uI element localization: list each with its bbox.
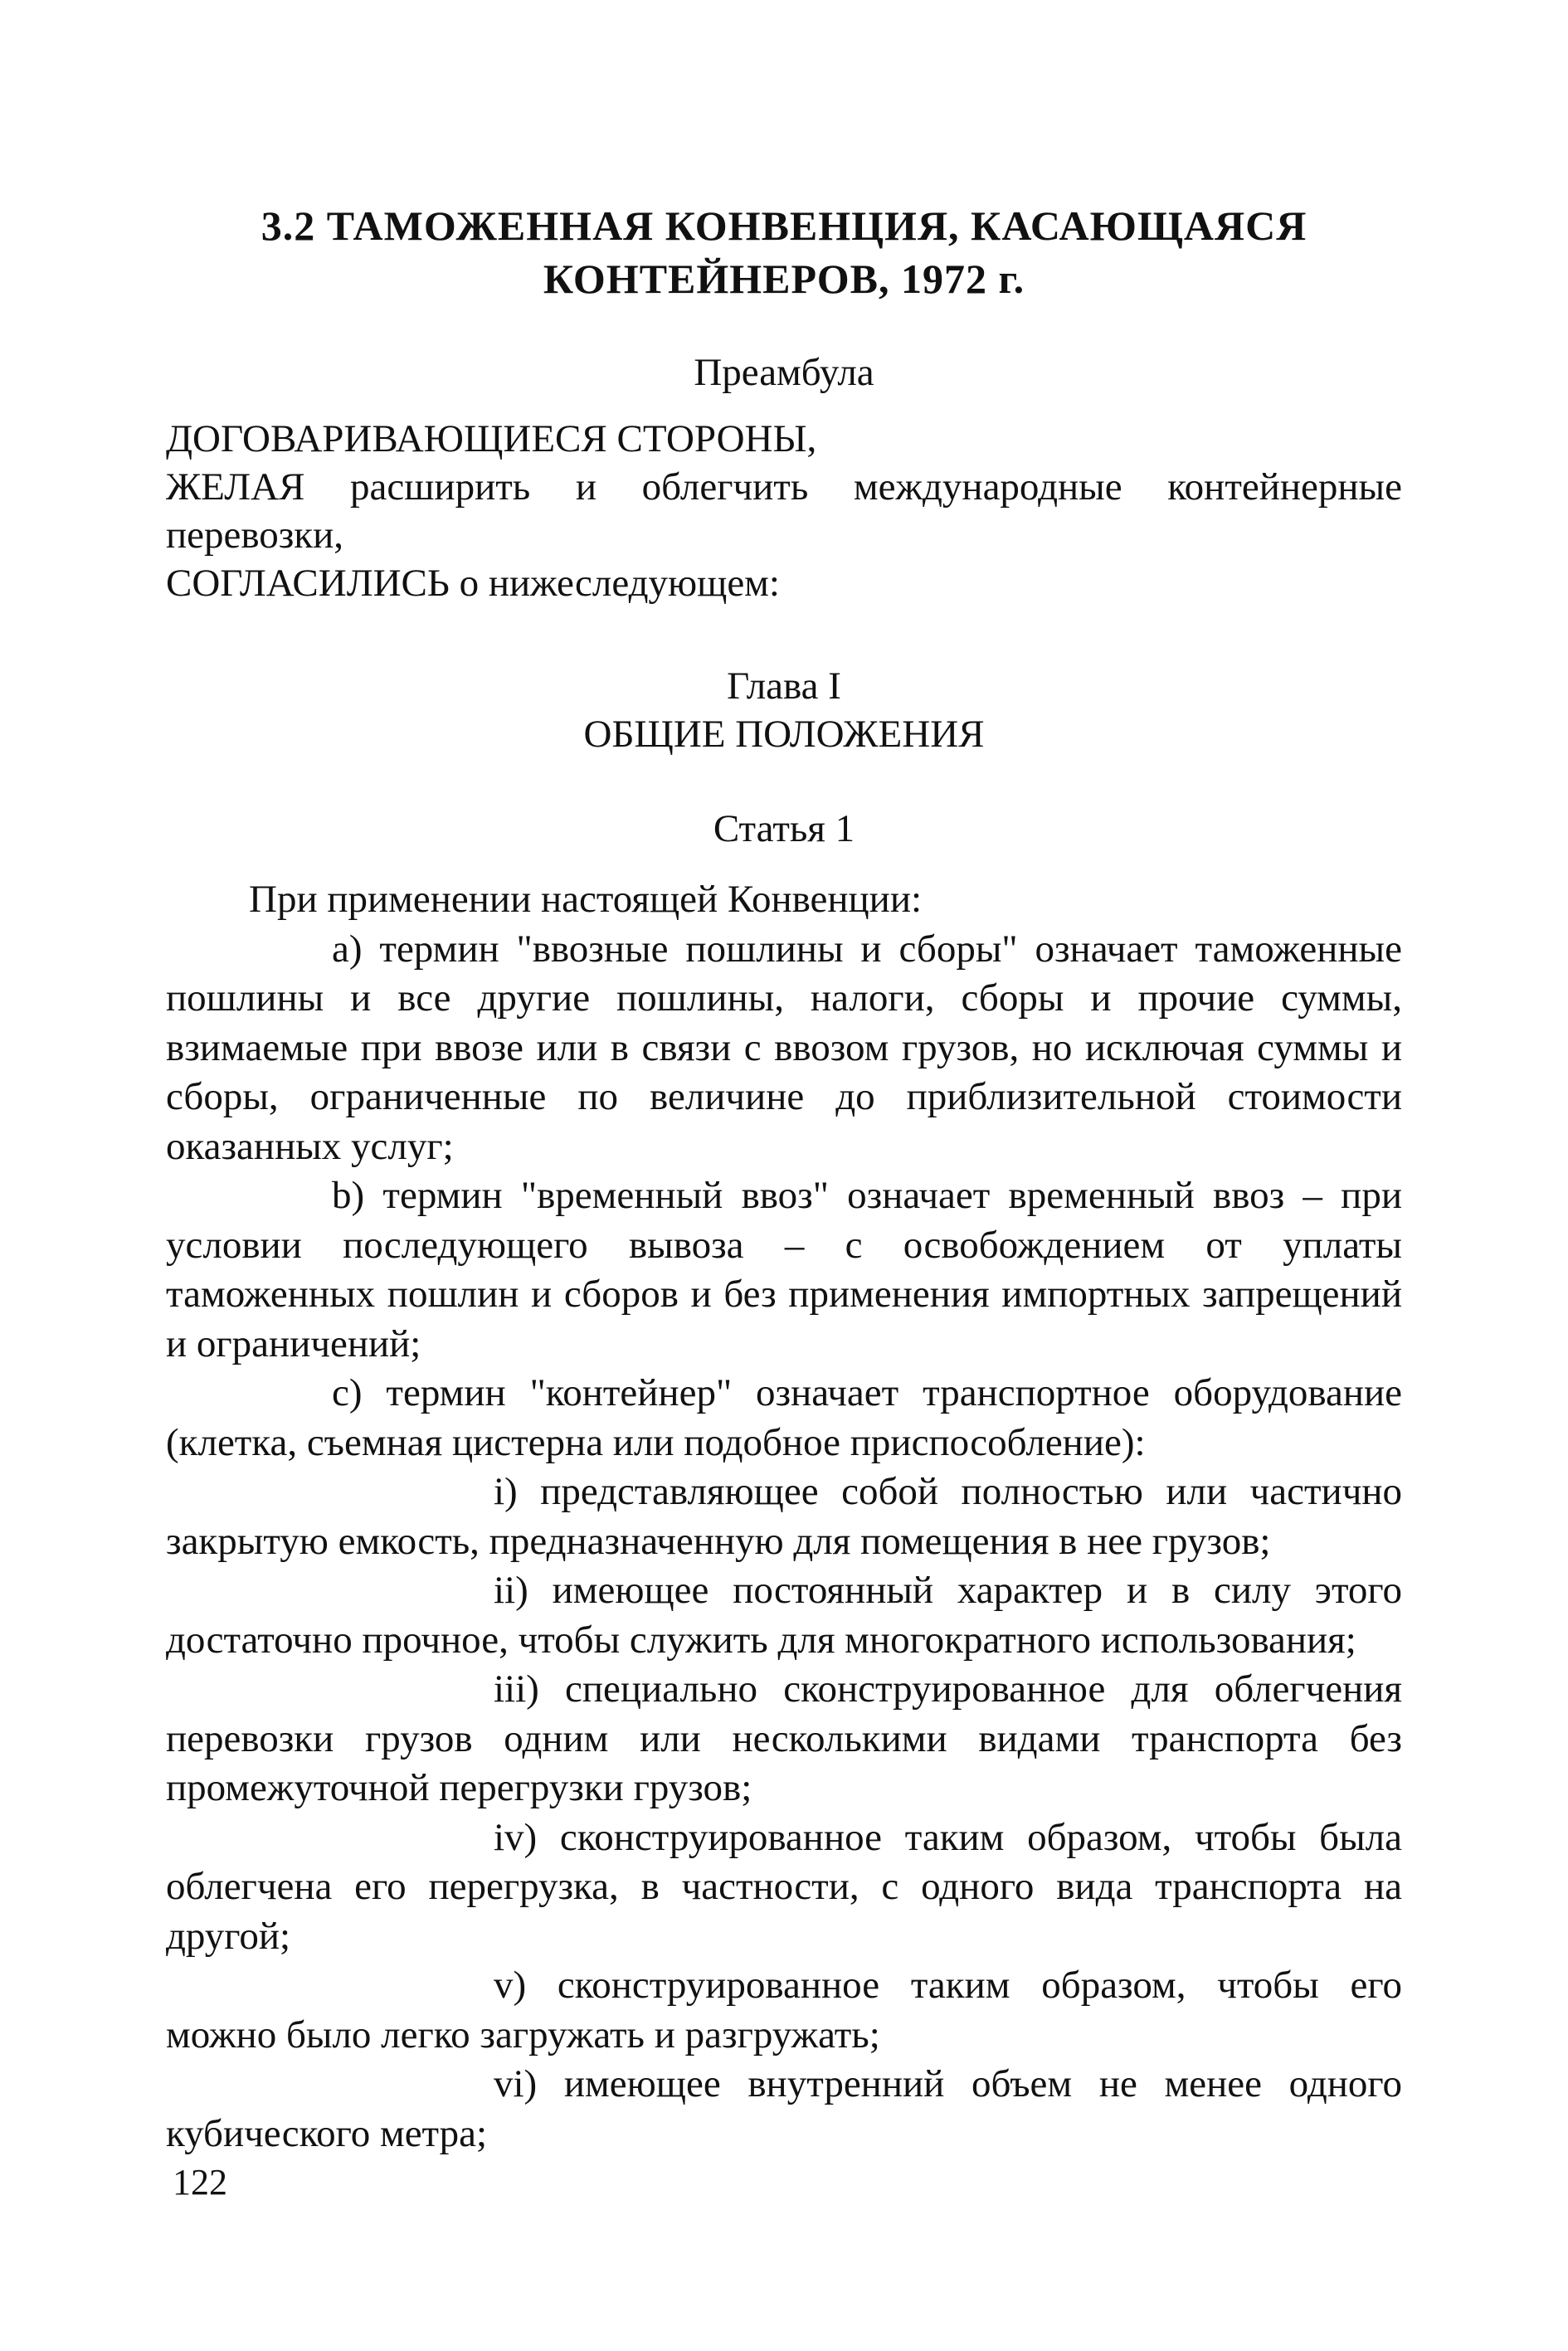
preamble-heading: Преамбула (694, 351, 874, 394)
preamble-body (166, 415, 1402, 607)
article-heading: Статья 1 (713, 807, 855, 850)
article-item-b: b) термин "временный ввоз" означает временный ввоз – при условии последующего вывоза – с освобождением от уплаты таможенных пошлин и сборов и без применения импортных запрещений и ограничений; (166, 1174, 1402, 1365)
article-subitem-iv: iv) сконструированное таким образом, чтобы была облегчена его перегрузка, в частности, с одного вида транспорта на другой; (166, 1815, 1402, 1958)
article-subitem-iii: iii) специально сконструированное для облегчения перевозки грузов одним или несколькими видами транспорта без промежуточной перегрузки грузов; (166, 1667, 1402, 1809)
article-body (166, 875, 1402, 2159)
article-subitem-ii: ii) имеющее постоянный характер и в силу этого достаточно прочное, чтобы служить для многократного использования; (166, 1569, 1402, 1662)
preamble-desiring: ЖЕЛАЯ расширить и облегчить международные контейнерные перевозки, (166, 465, 1402, 557)
chapter-number: Глава I (727, 664, 841, 708)
article-item-c: с) термин "контейнер" означает транспортное оборудование (клетка, съемная цистерна или подобное приспособление): (166, 1371, 1402, 1464)
article-subitem-vi: vi) имеющее внутренний объем не менее одного кубического метра; (166, 2062, 1402, 2155)
article-subitem-v: v) сконструированное таким образом, чтобы его можно было легко загружать и разгружать; (166, 1964, 1402, 2057)
article-intro: При применении настоящей Конвенции: (249, 878, 923, 921)
page-number: 122 (173, 2162, 227, 2203)
convention-title-line-1: 3.2 ТАМОЖЕННАЯ КОНВЕНЦИЯ, КАСАЮЩАЯСЯ (261, 202, 1307, 249)
preamble-agreed: СОГЛАСИЛИСЬ о нижеследующем: (166, 562, 780, 605)
convention-title-line-2: КОНТЕЙНЕРОВ, 1972 г. (543, 256, 1025, 302)
preamble-parties: ДОГОВАРИВАЮЩИЕСЯ СТОРОНЫ, (166, 417, 817, 460)
article-item-a: а) термин "ввозные пошлины и сборы" означает таможенные пошлины и все другие пошлины, налоги, сборы и прочие суммы, взимаемые при ввозе или в связи с ввозом грузов, но исключая суммы и сборы, ограниченные по величине до приблизительной стоимости оказанных услуг; (166, 927, 1402, 1168)
chapter-title: ОБЩИЕ ПОЛОЖЕНИЯ (583, 713, 985, 756)
article-subitem-i: i) представляющее собой полностью или частично закрытую емкость, предназначенную для помещения в нее грузов; (166, 1470, 1402, 1563)
